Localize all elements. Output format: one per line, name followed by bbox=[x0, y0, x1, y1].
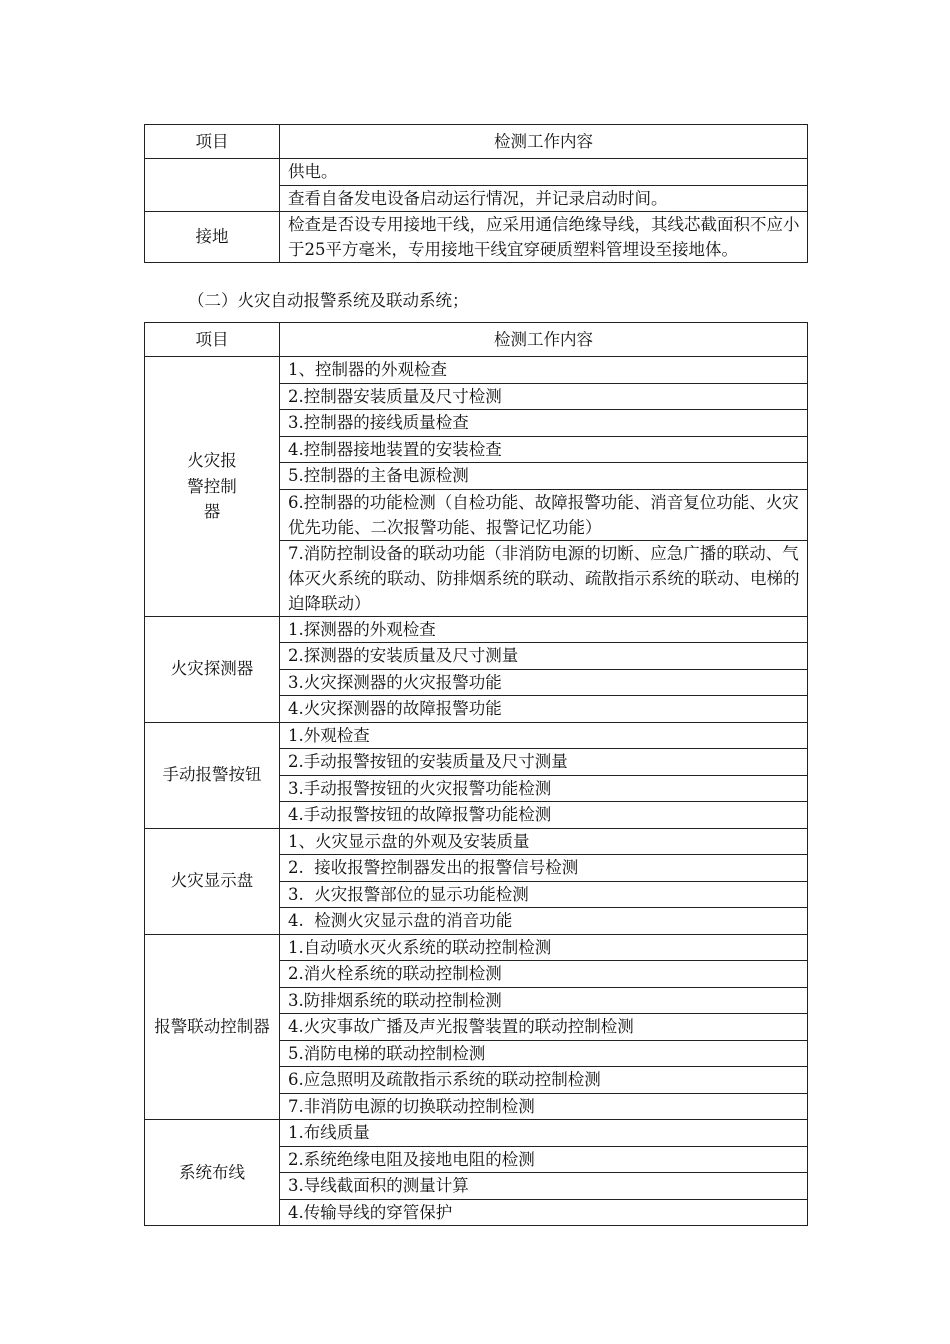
table-row bbox=[145, 212, 808, 263]
table-row bbox=[145, 828, 808, 855]
entry: 1.自动喷水灭火系统的联动控制检测 bbox=[280, 934, 808, 961]
entry: 5.消防电梯的联动控制检测 bbox=[280, 1040, 808, 1067]
entry: 4.传输导线的穿管保护 bbox=[280, 1199, 808, 1226]
row-content: 供电。 bbox=[280, 159, 808, 186]
header-content: 检测工作内容 bbox=[280, 125, 808, 159]
table-row bbox=[145, 722, 808, 749]
entry: 4.控制器接地装置的安装检查 bbox=[280, 436, 808, 463]
group-item: 系统布线 bbox=[145, 1120, 280, 1226]
table-header-row bbox=[145, 323, 808, 357]
entry: 1.布线质量 bbox=[280, 1120, 808, 1147]
entry: 3.火灾探测器的火灾报警功能 bbox=[280, 669, 808, 696]
entry: 3.控制器的接线质量检查 bbox=[280, 410, 808, 437]
group-item: 火灾探测器 bbox=[145, 616, 280, 722]
power-grounding-table bbox=[144, 124, 808, 263]
table-row bbox=[145, 159, 808, 186]
entry: 3.导线截面积的测量计算 bbox=[280, 1173, 808, 1200]
entry: 4.火灾事故广播及声光报警装置的联动控制检测 bbox=[280, 1014, 808, 1041]
table-row bbox=[145, 1120, 808, 1147]
fire-alarm-inspection-table bbox=[144, 322, 808, 1226]
entry: 6.控制器的功能检测（自检功能、故障报警功能、消音复位功能、火灾优先功能、二次报警功能、报警记忆功能） bbox=[280, 489, 808, 540]
group-item: 手动报警按钮 bbox=[145, 722, 280, 828]
entry: 2.系统绝缘电阻及接地电阻的检测 bbox=[280, 1146, 808, 1173]
header-item: 项目 bbox=[145, 323, 280, 357]
header-item: 项目 bbox=[145, 125, 280, 159]
entry: 2.消火栓系统的联动控制检测 bbox=[280, 961, 808, 988]
header-content: 检测工作内容 bbox=[280, 323, 808, 357]
entry: 1、控制器的外观检查 bbox=[280, 357, 808, 384]
entry: 2.控制器安装质量及尺寸检测 bbox=[280, 383, 808, 410]
entry: 3.手动报警按钮的火灾报警功能检测 bbox=[280, 775, 808, 802]
entry: 1.外观检查 bbox=[280, 722, 808, 749]
table-row bbox=[145, 616, 808, 643]
entry: 4.火灾探测器的故障报警功能 bbox=[280, 696, 808, 723]
table-row bbox=[145, 357, 808, 384]
row-content: 检查是否设专用接地干线，应采用通信绝缘导线，其线芯截面积不应小于25平方毫米，专用接地干线宜穿硬质塑料管埋设至接地体。 bbox=[280, 212, 808, 263]
entry: 7.消防控制设备的联动功能（非消防电源的切断、应急广播的联动、气体灭火系统的联动、防排烟系统的联动、疏散指示系统的联动、电梯的迫降联动） bbox=[280, 540, 808, 616]
row-item-grounding: 接地 bbox=[145, 212, 280, 263]
group-item: 火灾报警控制器 bbox=[145, 357, 280, 617]
entry: 2.探测器的安装质量及尺寸测量 bbox=[280, 643, 808, 670]
entry: 7.非消防电源的切换联动控制检测 bbox=[280, 1093, 808, 1120]
entry: 5.控制器的主备电源检测 bbox=[280, 463, 808, 490]
entry: 2. 接收报警控制器发出的报警信号检测 bbox=[280, 855, 808, 882]
entry: 1.探测器的外观检查 bbox=[280, 616, 808, 643]
entry: 6.应急照明及疏散指示系统的联动控制检测 bbox=[280, 1067, 808, 1094]
section-heading: （二）火灾自动报警系统及联动系统； bbox=[188, 291, 469, 310]
entry: 2.手动报警按钮的安装质量及尺寸测量 bbox=[280, 749, 808, 776]
group-item: 火灾显示盘 bbox=[145, 828, 280, 934]
entry: 4.手动报警按钮的故障报警功能检测 bbox=[280, 802, 808, 829]
table-header-row bbox=[145, 125, 808, 159]
group-item: 报警联动控制器 bbox=[145, 934, 280, 1120]
table-row bbox=[145, 934, 808, 961]
entry: 4. 检测火灾显示盘的消音功能 bbox=[280, 908, 808, 935]
row-content: 查看自备发电设备启动运行情况，并记录启动时间。 bbox=[280, 185, 808, 212]
entry: 1、火灾显示盘的外观及安装质量 bbox=[280, 828, 808, 855]
entry: 3.防排烟系统的联动控制检测 bbox=[280, 987, 808, 1014]
entry: 3. 火灾报警部位的显示功能检测 bbox=[280, 881, 808, 908]
row-item-empty bbox=[145, 159, 280, 212]
